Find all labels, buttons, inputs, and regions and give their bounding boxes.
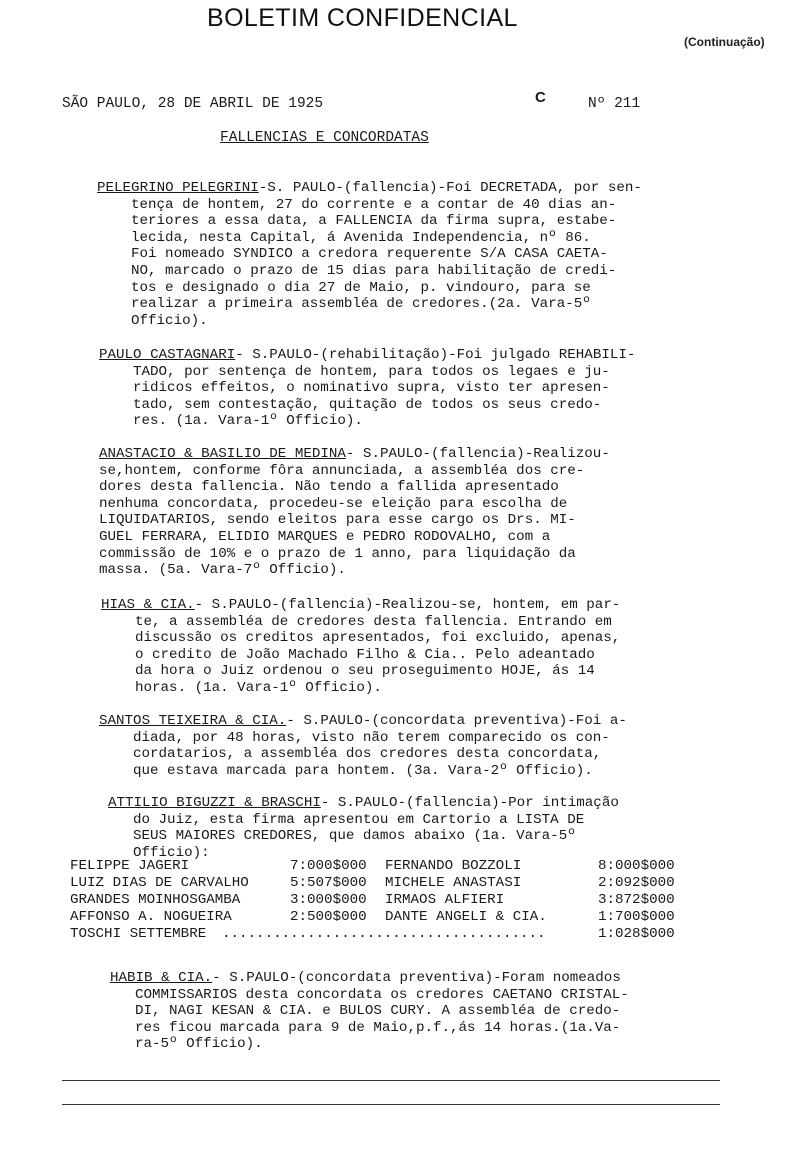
entry-attilio-biguzzi: [108, 795, 619, 861]
entry-line: tado, sem contestação, quitação de todos os seus credo-: [133, 396, 602, 413]
entry-line: NO, marcado o prazo de 15 dias para habilitação de credi-: [131, 262, 617, 279]
entry-habib: [110, 970, 629, 1053]
entry-line: DI, NAGI KESAN & CIA. e BULOS CURY. A assembléa de credo-: [135, 1003, 621, 1020]
bulletin-title: BOLETIM CONFIDENCIAL: [207, 4, 518, 32]
entry-line: realizar a primeira assembléa de credores.(2a. Vara-5º: [131, 296, 591, 313]
entry-line: - S.PAULO-(fallencia)-Por intimação: [320, 795, 619, 811]
dot-leader: ......................................: [222, 926, 546, 942]
creditor-name: FERNANDO BOZZOLI: [385, 858, 522, 874]
table-row: [70, 875, 720, 892]
entry-line: res ficou marcada para 9 de Maio,p.f.,ás 14 horas.(1a.Va-: [135, 1019, 621, 1036]
entry-line: cordatarios, a assembléa dos credores desta concordata,: [133, 746, 602, 763]
entry-line: GUEL FERRARA, ELIDIO MARQUES e PEDRO RODOVALHO, com a: [99, 528, 551, 545]
entry-line: lecida, nesta Capital, á Avenida Independencia, nº 86.: [131, 229, 591, 246]
entry-line: Officio):: [133, 844, 210, 861]
creditor-amount: 1:700$000: [598, 909, 675, 925]
table-row: [70, 909, 720, 926]
creditor-amount: 7:000$000: [290, 858, 367, 874]
entry-line: horas. (1a. Vara-1º Officio).: [135, 679, 382, 696]
entry-line: LIQUIDATARIOS, sendo eleitos para esse cargo os Drs. MI-: [99, 512, 576, 529]
creditor-name: DANTE ANGELI & CIA.: [385, 909, 547, 925]
creditors-table: [70, 858, 720, 943]
bulletin-number: Nº 211: [588, 96, 641, 112]
entry-line: - S.PAULO-(fallencia)-Realizou-: [345, 446, 610, 462]
creditor-name: MICHELE ANASTASI: [385, 875, 522, 891]
entry-head: PAULO CASTAGNARI: [99, 347, 236, 363]
dateline: SÃO PAULO, 28 DE ABRIL DE 1925: [62, 96, 324, 112]
continuation-note: (Continuação): [684, 35, 765, 49]
entry-line: te, a assembléa de credores desta fallencia. Entrando em: [135, 613, 612, 630]
entry-line: dores desta fallencia. Não tendo a fallida apresentado: [99, 479, 559, 496]
entry-line: diada, por 48 horas, visto não terem comparecido os con-: [133, 729, 610, 746]
entry-head: ATTILIO BIGUZZI & BRASCHI: [108, 795, 321, 811]
creditor-name: IRMAOS ALFIERI: [385, 892, 505, 908]
entry-line: SEUS MAIORES CREDORES, que damos abaixo (1a. Vara-5º: [133, 828, 576, 845]
entry-line: TADO, por sentença de hontem, para todos os legaes e ju-: [133, 363, 610, 380]
entry-head: HABIB & CIA.: [110, 970, 213, 986]
section-heading: FALLENCIAS E CONCORDATAS: [220, 130, 429, 146]
entry-head: HIAS & CIA.: [101, 597, 195, 613]
creditor-name: FELIPPE JAGERI: [70, 858, 190, 874]
creditor-name: TOSCHI SETTEMBRE: [70, 926, 207, 942]
creditor-name: AFFONSO A. NOGUEIRA: [70, 909, 232, 925]
entry-line: - S.PAULO-(rehabilitação)-Foi julgado REHABILI-: [235, 347, 636, 363]
entry-line: teriores a essa data, a FALLENCIA da firma supra, estabe-: [131, 213, 617, 230]
entry-line: que estava marcada para hontem. (3a. Vara-2º Officio).: [133, 762, 593, 779]
entry-head: SANTOS TEIXEIRA & CIA.: [99, 713, 287, 729]
entry-line: Foi nomeado SYNDICO a credora requerente S/A CASA CAETA-: [131, 246, 608, 263]
entry-line: da hora o Juiz ordenou o seu proseguimento HOJE, ás 14: [135, 663, 595, 680]
entry-line: commissão de 10% e o prazo de 1 anno, para liquidação da: [99, 545, 576, 562]
entry-head: PELEGRINO PELEGRINI: [97, 180, 259, 196]
entry-head: ANASTACIO & BASILIO DE MEDINA: [99, 446, 346, 462]
entry-anastacio-basilio: [99, 446, 610, 579]
creditor-amount: 1:028$000: [598, 926, 675, 942]
entry-line: COMMISSARIOS desta concordata os credores CAETANO CRISTAL-: [135, 986, 629, 1003]
entry-line: ra-5º Officio).: [135, 1036, 263, 1053]
creditor-name: LUIZ DIAS DE CARVALHO: [70, 875, 249, 891]
creditor-amount: 2:092$000: [598, 875, 675, 891]
entry-line: ridicos effeitos, o nominativo supra, visto ter apresen-: [133, 380, 610, 397]
entry-line: -S. PAULO-(fallencia)-Foi DECRETADA, por sen-: [258, 180, 642, 196]
entry-line: - S.PAULO-(fallencia)-Realizou-se, hontem, em par-: [194, 597, 621, 613]
entry-line: nenhuma concordata, procedeu-se eleição para escolha de: [99, 495, 568, 512]
entry-line: - S.PAULO-(concordata preventiva)-Foi a-: [286, 713, 627, 729]
entry-line: se,hontem, conforme fôra annunciada, a assembléa dos cre-: [99, 462, 585, 479]
entry-hias: [101, 597, 620, 697]
entry-castagnari: [99, 347, 635, 430]
creditor-amount: 5:507$000: [290, 875, 367, 891]
entry-line: tença de hontem, 27 do corrente e a contar de 40 dias an-: [131, 196, 617, 213]
entry-pelegrini: [97, 180, 642, 329]
entry-line: Officio).: [131, 312, 208, 329]
table-row: [70, 926, 720, 943]
entry-line: tos e designado o dia 27 de Maio, p. vindouro, para se: [131, 279, 591, 296]
entry-line: massa. (5a. Vara-7º Officio).: [99, 562, 346, 579]
entry-santos-teixeira: [99, 713, 627, 779]
stamp-mark: C: [535, 89, 546, 106]
creditor-name: GRANDES MOINHOSGAMBA: [70, 892, 241, 908]
table-row: [70, 892, 720, 909]
creditor-amount: 3:000$000: [290, 892, 367, 908]
creditor-amount: 3:872$000: [598, 892, 675, 908]
table-row: [70, 858, 720, 875]
bottom-rule-double: [62, 1104, 720, 1105]
entry-line: res. (1a. Vara-1º Officio).: [133, 413, 363, 430]
creditor-amount: 8:000$000: [598, 858, 675, 874]
entry-line: o credito de João Machado Filho & Cia.. Pelo adeantado: [135, 646, 595, 663]
bottom-rule: [62, 1080, 720, 1081]
entry-line: - S.PAULO-(concordata preventiva)-Foram nomeados: [212, 970, 621, 986]
entry-line: do Juiz, esta firma apresentou em Cartorio a LISTA DE: [133, 811, 585, 828]
entry-line: discussão os creditos apresentados, foi excluido, apenas,: [135, 630, 621, 647]
creditor-amount: 2:500$000: [290, 909, 367, 925]
